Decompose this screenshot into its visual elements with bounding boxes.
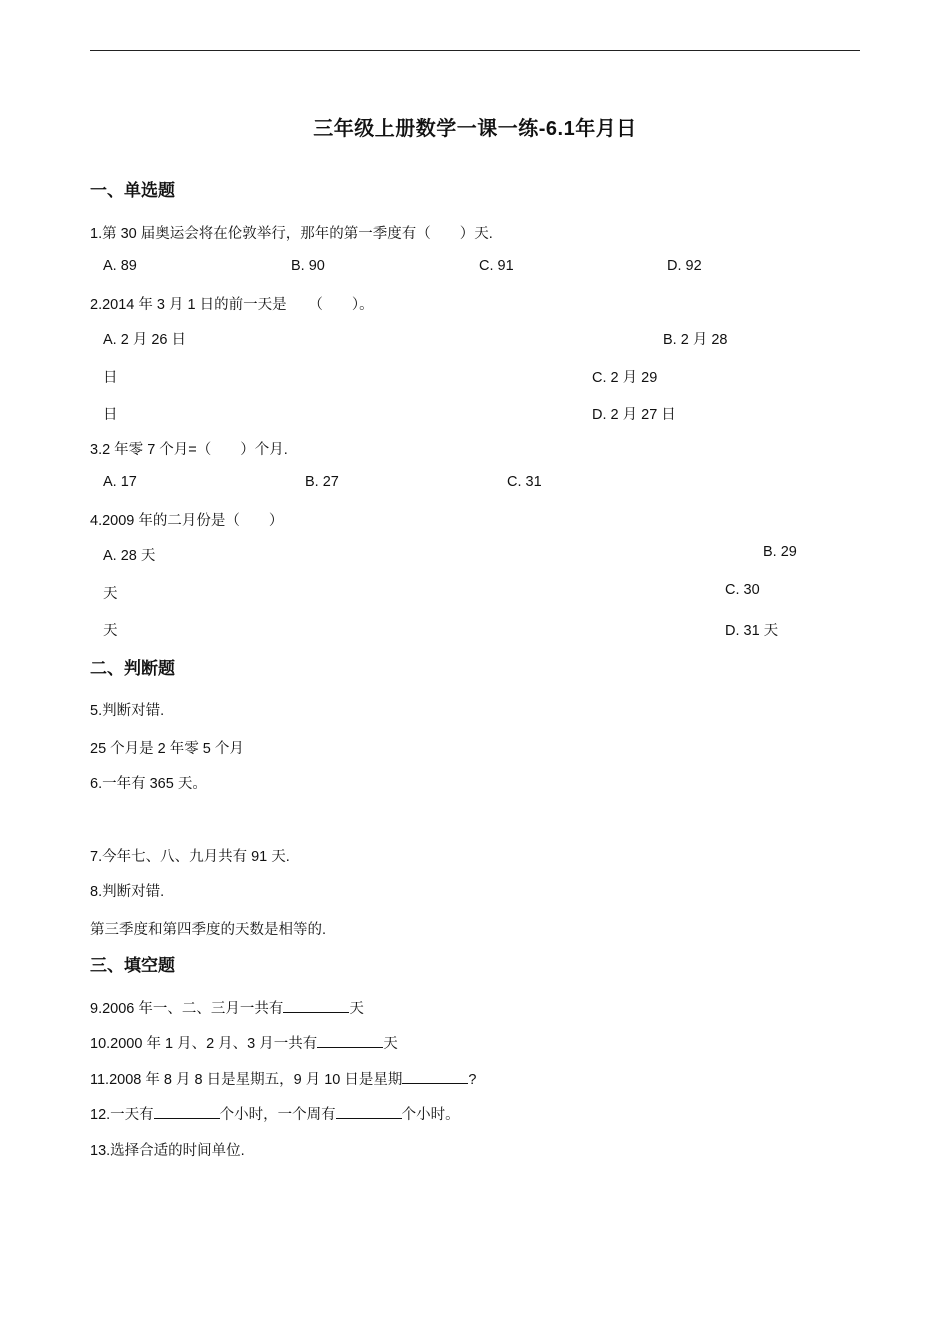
header-rule <box>90 50 860 51</box>
q4-option-c[interactable]: C. 30 <box>725 582 760 598</box>
document-title: 三年级上册数学一课一练-6.1年月日 <box>313 118 637 140</box>
q2-option-b-continued: 日 <box>103 370 118 386</box>
q4-option-b[interactable]: B. 29 <box>763 544 797 560</box>
question-8-statement: 第三季度和第四季度的天数是相等的. <box>90 922 327 938</box>
answer-blank[interactable] <box>317 1033 383 1048</box>
question-11 <box>90 1068 476 1089</box>
question-9-suffix: 天 <box>349 1001 364 1017</box>
q4-option-a[interactable]: A. 28 天 <box>103 548 156 564</box>
question-11-text: 11.2008 年 8 月 8 日是星期五，9 月 10 日是星期 <box>90 1072 403 1088</box>
question-2: 2.2014 年 3 月 1 日的前一天是 （ ）。 <box>90 297 374 313</box>
q3-option-b[interactable]: B. 27 <box>305 474 339 490</box>
question-10-suffix: 天 <box>383 1036 398 1052</box>
question-12-text: 12.一天有 <box>90 1107 154 1123</box>
question-13: 13.选择合适的时间单位. <box>90 1143 245 1159</box>
question-1: 1.第 30 届奥运会将在伦敦举行，那年的第一季度有（ ）天. <box>90 226 493 242</box>
q4-option-d[interactable]: D. 31 天 <box>725 623 779 639</box>
q1-option-b[interactable]: B. 90 <box>291 258 325 274</box>
q3-option-a[interactable]: A. 17 <box>103 474 137 490</box>
question-9-text: 9.2006 年一、二、三月一共有 <box>90 1001 284 1017</box>
question-12-suffix: 个小时。 <box>401 1107 460 1123</box>
section-heading-true-false: 二、判断题 <box>90 659 175 678</box>
question-5: 5.判断对错. <box>90 703 165 719</box>
q2-option-c[interactable]: C. 2 月 29 <box>592 370 658 386</box>
q4-option-c-continued: 天 <box>103 623 118 639</box>
question-3: 3.2 年零 7 个月=（ ）个月. <box>90 442 288 458</box>
q1-option-d[interactable]: D. 92 <box>667 258 702 274</box>
q2-option-a[interactable]: A. 2 月 26 日 <box>103 332 187 348</box>
q3-option-c[interactable]: C. 31 <box>507 474 542 490</box>
section-heading-single-choice: 一、单选题 <box>90 181 175 200</box>
q2-option-d[interactable]: D. 2 月 27 日 <box>592 407 676 423</box>
answer-blank[interactable] <box>283 998 349 1013</box>
question-12-middle: 个小时，一个周有 <box>219 1107 336 1123</box>
question-5-statement: 25 个月是 2 年零 5 个月 <box>90 741 244 757</box>
answer-blank[interactable] <box>402 1069 468 1084</box>
question-12 <box>90 1103 460 1124</box>
q2-option-b[interactable]: B. 2 月 28 <box>663 332 728 348</box>
answer-blank[interactable] <box>154 1104 220 1119</box>
question-9 <box>90 997 364 1018</box>
question-11-suffix: ? <box>468 1072 477 1088</box>
q4-option-b-continued: 天 <box>103 586 118 602</box>
q2-option-c-continued: 日 <box>103 407 118 423</box>
question-6: 6.一年有 365 天。 <box>90 776 207 792</box>
question-7: 7.今年七、八、九月共有 91 天. <box>90 849 290 865</box>
question-10-text: 10.2000 年 1 月、2 月、3 月一共有 <box>90 1036 318 1052</box>
q1-option-a[interactable]: A. 89 <box>103 258 137 274</box>
q1-option-c[interactable]: C. 91 <box>479 258 514 274</box>
question-4: 4.2009 年的二月份是（ ） <box>90 513 284 529</box>
answer-blank[interactable] <box>336 1104 402 1119</box>
question-10 <box>90 1032 398 1053</box>
section-heading-fill-blank: 三、填空题 <box>90 956 175 975</box>
question-8: 8.判断对错. <box>90 884 165 900</box>
